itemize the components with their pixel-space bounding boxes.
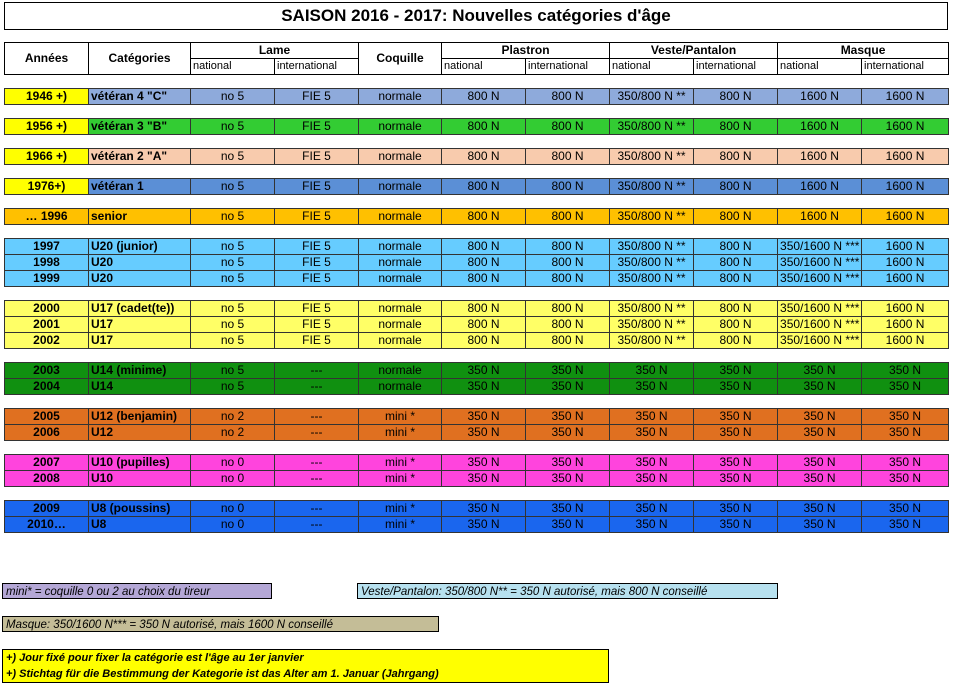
cell-veste-national: 350/800 N ** bbox=[610, 89, 694, 105]
cell-veste-national: 350/800 N ** bbox=[610, 271, 694, 287]
cell-veste-national: 350/800 N ** bbox=[610, 333, 694, 349]
cell-coquille: normale bbox=[359, 149, 442, 165]
row-gap bbox=[5, 395, 949, 409]
cell-plastron-national: 350 N bbox=[442, 363, 526, 379]
cell-category: senior bbox=[89, 209, 191, 225]
sub-masque-national: national bbox=[778, 59, 862, 75]
cell-masque-international: 350 N bbox=[862, 363, 949, 379]
page-title: SAISON 2016 - 2017: Nouvelles catégories d'âge bbox=[4, 2, 948, 30]
cell-coquille: normale bbox=[359, 89, 442, 105]
footnote-line-1: +) Jour fixé pour fixer la catégorie est l'âge au 1er janvier bbox=[6, 652, 304, 664]
cell-category: vétéran 4 "C" bbox=[89, 89, 191, 105]
cell-year: 2010… bbox=[5, 517, 89, 533]
table-row bbox=[5, 455, 949, 471]
cell-plastron-national: 350 N bbox=[442, 501, 526, 517]
cell-coquille: normale bbox=[359, 317, 442, 333]
cell-masque-national: 350 N bbox=[778, 455, 862, 471]
cell-lame-international: --- bbox=[275, 425, 359, 441]
cell-masque-international: 1600 N bbox=[862, 301, 949, 317]
cell-masque-international: 350 N bbox=[862, 517, 949, 533]
cell-lame-international: --- bbox=[275, 501, 359, 517]
cell-veste-international: 800 N bbox=[694, 89, 778, 105]
row-gap bbox=[5, 487, 949, 501]
table-row bbox=[5, 409, 949, 425]
cell-category: U8 (poussins) bbox=[89, 501, 191, 517]
cell-veste-national: 350/800 N ** bbox=[610, 301, 694, 317]
cell-category: U12 (benjamin) bbox=[89, 409, 191, 425]
cell-veste-national: 350/800 N ** bbox=[610, 209, 694, 225]
cell-coquille: normale bbox=[359, 271, 442, 287]
cell-category: U10 (pupilles) bbox=[89, 455, 191, 471]
cell-plastron-national: 350 N bbox=[442, 517, 526, 533]
cell-coquille: normale bbox=[359, 239, 442, 255]
cell-plastron-national: 800 N bbox=[442, 119, 526, 135]
cell-plastron-national: 800 N bbox=[442, 271, 526, 287]
cell-veste-international: 350 N bbox=[694, 517, 778, 533]
cell-category: U20 (junior) bbox=[89, 239, 191, 255]
cell-year: 2008 bbox=[5, 471, 89, 487]
cell-lame-international: FIE 5 bbox=[275, 179, 359, 195]
cell-veste-national: 350/800 N ** bbox=[610, 179, 694, 195]
cell-veste-national: 350/800 N ** bbox=[610, 149, 694, 165]
cell-veste-international: 800 N bbox=[694, 149, 778, 165]
cell-coquille: mini * bbox=[359, 455, 442, 471]
cell-veste-international: 350 N bbox=[694, 455, 778, 471]
sub-veste-international: international bbox=[694, 59, 778, 75]
cell-veste-international: 350 N bbox=[694, 425, 778, 441]
cell-plastron-national: 800 N bbox=[442, 89, 526, 105]
table-row bbox=[5, 379, 949, 395]
cell-masque-national: 350/1600 N *** bbox=[778, 301, 862, 317]
row-gap bbox=[5, 195, 949, 209]
row-gap bbox=[5, 225, 949, 239]
row-gap bbox=[5, 105, 949, 119]
cell-lame-national: no 5 bbox=[191, 239, 275, 255]
cell-masque-international: 1600 N bbox=[862, 149, 949, 165]
table-row bbox=[5, 471, 949, 487]
cell-year: 2001 bbox=[5, 317, 89, 333]
cell-plastron-national: 350 N bbox=[442, 425, 526, 441]
categories-table bbox=[4, 42, 949, 533]
table-row bbox=[5, 179, 949, 195]
cell-coquille: normale bbox=[359, 301, 442, 317]
cell-plastron-national: 800 N bbox=[442, 317, 526, 333]
cell-masque-international: 1600 N bbox=[862, 333, 949, 349]
cell-masque-national: 1600 N bbox=[778, 149, 862, 165]
cell-plastron-national: 350 N bbox=[442, 379, 526, 395]
cell-year: 2009 bbox=[5, 501, 89, 517]
cell-plastron-international: 350 N bbox=[526, 455, 610, 471]
cell-veste-international: 800 N bbox=[694, 209, 778, 225]
cell-lame-national: no 5 bbox=[191, 271, 275, 287]
cell-coquille: mini * bbox=[359, 501, 442, 517]
cell-masque-national: 350/1600 N *** bbox=[778, 317, 862, 333]
cell-lame-national: no 5 bbox=[191, 89, 275, 105]
cell-category: U12 bbox=[89, 425, 191, 441]
cell-lame-international: FIE 5 bbox=[275, 239, 359, 255]
cell-plastron-international: 800 N bbox=[526, 89, 610, 105]
cell-plastron-national: 350 N bbox=[442, 455, 526, 471]
cell-masque-international: 1600 N bbox=[862, 317, 949, 333]
cell-coquille: mini * bbox=[359, 471, 442, 487]
cell-veste-international: 350 N bbox=[694, 471, 778, 487]
cell-year: 1976+) bbox=[5, 179, 89, 195]
cell-veste-international: 350 N bbox=[694, 363, 778, 379]
cell-lame-international: FIE 5 bbox=[275, 209, 359, 225]
cell-lame-national: no 0 bbox=[191, 517, 275, 533]
sub-plastron-international: international bbox=[526, 59, 610, 75]
cell-plastron-international: 350 N bbox=[526, 409, 610, 425]
cell-masque-international: 350 N bbox=[862, 379, 949, 395]
cell-lame-international: FIE 5 bbox=[275, 119, 359, 135]
cell-masque-international: 350 N bbox=[862, 471, 949, 487]
cell-lame-national: no 5 bbox=[191, 179, 275, 195]
cell-category: U17 (cadet(te)) bbox=[89, 301, 191, 317]
cell-plastron-national: 800 N bbox=[442, 179, 526, 195]
cell-category: vétéran 3 "B" bbox=[89, 119, 191, 135]
table-row bbox=[5, 317, 949, 333]
cell-masque-international: 1600 N bbox=[862, 89, 949, 105]
cell-coquille: normale bbox=[359, 333, 442, 349]
row-gap bbox=[5, 135, 949, 149]
cell-category: U14 bbox=[89, 379, 191, 395]
cell-lame-international: FIE 5 bbox=[275, 149, 359, 165]
cell-veste-international: 800 N bbox=[694, 301, 778, 317]
cell-coquille: normale bbox=[359, 209, 442, 225]
cell-year: 2003 bbox=[5, 363, 89, 379]
cell-category: vétéran 2 "A" bbox=[89, 149, 191, 165]
cell-veste-national: 350/800 N ** bbox=[610, 119, 694, 135]
cell-plastron-international: 350 N bbox=[526, 501, 610, 517]
sub-lame-international: international bbox=[275, 59, 359, 75]
cell-lame-international: --- bbox=[275, 363, 359, 379]
cell-veste-international: 800 N bbox=[694, 119, 778, 135]
cell-veste-national: 350 N bbox=[610, 471, 694, 487]
row-gap bbox=[5, 441, 949, 455]
cell-year: 2007 bbox=[5, 455, 89, 471]
cell-category: U20 bbox=[89, 271, 191, 287]
cell-lame-national: no 0 bbox=[191, 471, 275, 487]
cell-plastron-national: 800 N bbox=[442, 255, 526, 271]
cell-masque-national: 350 N bbox=[778, 425, 862, 441]
header-veste: Veste/Pantalon bbox=[610, 43, 778, 59]
cell-lame-international: --- bbox=[275, 517, 359, 533]
cell-coquille: normale bbox=[359, 119, 442, 135]
cell-plastron-international: 350 N bbox=[526, 425, 610, 441]
cell-masque-national: 1600 N bbox=[778, 209, 862, 225]
cell-masque-national: 350 N bbox=[778, 379, 862, 395]
cell-lame-international: FIE 5 bbox=[275, 317, 359, 333]
table-row bbox=[5, 89, 949, 105]
cell-veste-national: 350 N bbox=[610, 409, 694, 425]
cell-plastron-national: 800 N bbox=[442, 209, 526, 225]
cell-plastron-international: 800 N bbox=[526, 149, 610, 165]
cell-masque-international: 350 N bbox=[862, 409, 949, 425]
cell-year: 2000 bbox=[5, 301, 89, 317]
cell-veste-national: 350/800 N ** bbox=[610, 255, 694, 271]
cell-masque-international: 1600 N bbox=[862, 271, 949, 287]
cell-veste-international: 800 N bbox=[694, 317, 778, 333]
header-annees: Années bbox=[5, 43, 89, 75]
cell-category: U20 bbox=[89, 255, 191, 271]
cell-plastron-international: 800 N bbox=[526, 209, 610, 225]
cell-category: U10 bbox=[89, 471, 191, 487]
table-row bbox=[5, 255, 949, 271]
cell-lame-international: --- bbox=[275, 471, 359, 487]
cell-year: 1998 bbox=[5, 255, 89, 271]
table-row bbox=[5, 149, 949, 165]
row-gap bbox=[5, 349, 949, 363]
cell-year: … 1996 bbox=[5, 209, 89, 225]
header-plastron: Plastron bbox=[442, 43, 610, 59]
cell-lame-national: no 5 bbox=[191, 119, 275, 135]
cell-lame-international: --- bbox=[275, 409, 359, 425]
cell-plastron-national: 800 N bbox=[442, 239, 526, 255]
header-lame: Lame bbox=[191, 43, 359, 59]
cell-masque-national: 350 N bbox=[778, 471, 862, 487]
cell-plastron-international: 800 N bbox=[526, 179, 610, 195]
cell-veste-national: 350 N bbox=[610, 455, 694, 471]
cell-plastron-international: 800 N bbox=[526, 333, 610, 349]
cell-coquille: mini * bbox=[359, 517, 442, 533]
table-row bbox=[5, 501, 949, 517]
header-masque: Masque bbox=[778, 43, 949, 59]
cell-veste-national: 350 N bbox=[610, 517, 694, 533]
cell-plastron-international: 800 N bbox=[526, 271, 610, 287]
cell-lame-national: no 2 bbox=[191, 425, 275, 441]
cell-lame-international: FIE 5 bbox=[275, 255, 359, 271]
cell-plastron-international: 800 N bbox=[526, 239, 610, 255]
table-row bbox=[5, 271, 949, 287]
cell-masque-international: 350 N bbox=[862, 425, 949, 441]
cell-plastron-national: 800 N bbox=[442, 149, 526, 165]
cell-lame-national: no 5 bbox=[191, 317, 275, 333]
sub-plastron-national: national bbox=[442, 59, 526, 75]
table-row bbox=[5, 517, 949, 533]
table-row bbox=[5, 301, 949, 317]
cell-coquille: mini * bbox=[359, 409, 442, 425]
cell-year: 1956 +) bbox=[5, 119, 89, 135]
cell-lame-national: no 0 bbox=[191, 501, 275, 517]
cell-plastron-national: 800 N bbox=[442, 301, 526, 317]
cell-veste-international: 350 N bbox=[694, 409, 778, 425]
cell-year: 2006 bbox=[5, 425, 89, 441]
cell-lame-international: --- bbox=[275, 455, 359, 471]
cell-plastron-international: 350 N bbox=[526, 363, 610, 379]
cell-masque-national: 350/1600 N *** bbox=[778, 333, 862, 349]
sub-masque-international: international bbox=[862, 59, 949, 75]
table-row bbox=[5, 363, 949, 379]
cell-plastron-national: 350 N bbox=[442, 409, 526, 425]
cell-masque-national: 1600 N bbox=[778, 179, 862, 195]
cell-year: 1946 +) bbox=[5, 89, 89, 105]
cell-category: U14 (minime) bbox=[89, 363, 191, 379]
cell-veste-international: 800 N bbox=[694, 179, 778, 195]
cell-lame-national: no 5 bbox=[191, 301, 275, 317]
sub-lame-national: national bbox=[191, 59, 275, 75]
cell-masque-international: 1600 N bbox=[862, 209, 949, 225]
cell-coquille: normale bbox=[359, 379, 442, 395]
cell-masque-national: 350 N bbox=[778, 517, 862, 533]
cell-masque-international: 350 N bbox=[862, 501, 949, 517]
cell-masque-international: 1600 N bbox=[862, 239, 949, 255]
cell-masque-international: 1600 N bbox=[862, 255, 949, 271]
cell-masque-international: 1600 N bbox=[862, 119, 949, 135]
cell-year: 1966 +) bbox=[5, 149, 89, 165]
cell-year: 2002 bbox=[5, 333, 89, 349]
table-row bbox=[5, 209, 949, 225]
cell-year: 1997 bbox=[5, 239, 89, 255]
table-row bbox=[5, 425, 949, 441]
cell-veste-national: 350/800 N ** bbox=[610, 239, 694, 255]
cell-lame-national: no 5 bbox=[191, 363, 275, 379]
cell-plastron-national: 350 N bbox=[442, 471, 526, 487]
cell-masque-national: 350 N bbox=[778, 501, 862, 517]
cell-lame-national: no 5 bbox=[191, 209, 275, 225]
header-coquille: Coquille bbox=[359, 43, 442, 75]
cell-masque-international: 1600 N bbox=[862, 179, 949, 195]
cell-veste-international: 800 N bbox=[694, 239, 778, 255]
cell-coquille: mini * bbox=[359, 425, 442, 441]
cell-year: 2004 bbox=[5, 379, 89, 395]
cell-lame-national: no 5 bbox=[191, 149, 275, 165]
table-row bbox=[5, 239, 949, 255]
note-coquille: mini* = coquille 0 ou 2 au choix du tireur bbox=[2, 583, 272, 599]
cell-veste-national: 350 N bbox=[610, 379, 694, 395]
row-gap bbox=[5, 287, 949, 301]
cell-lame-national: no 2 bbox=[191, 409, 275, 425]
row-gap bbox=[5, 165, 949, 179]
cell-masque-national: 350 N bbox=[778, 363, 862, 379]
table-row bbox=[5, 333, 949, 349]
cell-veste-national: 350 N bbox=[610, 363, 694, 379]
cell-coquille: normale bbox=[359, 255, 442, 271]
cell-category: U17 bbox=[89, 333, 191, 349]
cell-lame-international: FIE 5 bbox=[275, 89, 359, 105]
cell-veste-national: 350 N bbox=[610, 425, 694, 441]
cell-lame-international: FIE 5 bbox=[275, 271, 359, 287]
cell-veste-national: 350 N bbox=[610, 501, 694, 517]
cell-veste-international: 350 N bbox=[694, 379, 778, 395]
note-masque: Masque: 350/1600 N*** = 350 N autorisé, mais 1600 N conseillé bbox=[2, 616, 439, 632]
cell-category: U8 bbox=[89, 517, 191, 533]
cell-lame-international: --- bbox=[275, 379, 359, 395]
cell-plastron-national: 800 N bbox=[442, 333, 526, 349]
row-gap bbox=[5, 75, 949, 89]
cell-year: 1999 bbox=[5, 271, 89, 287]
cell-masque-national: 350 N bbox=[778, 409, 862, 425]
cell-plastron-international: 350 N bbox=[526, 379, 610, 395]
table-row bbox=[5, 119, 949, 135]
cell-plastron-international: 800 N bbox=[526, 119, 610, 135]
cell-masque-national: 1600 N bbox=[778, 119, 862, 135]
cell-category: vétéran 1 bbox=[89, 179, 191, 195]
cell-lame-national: no 5 bbox=[191, 255, 275, 271]
sub-veste-national: national bbox=[610, 59, 694, 75]
cell-plastron-international: 800 N bbox=[526, 255, 610, 271]
cell-masque-national: 350/1600 N *** bbox=[778, 255, 862, 271]
cell-masque-national: 1600 N bbox=[778, 89, 862, 105]
footnote-box bbox=[2, 649, 609, 683]
cell-plastron-international: 800 N bbox=[526, 301, 610, 317]
cell-masque-national: 350/1600 N *** bbox=[778, 239, 862, 255]
cell-lame-international: FIE 5 bbox=[275, 301, 359, 317]
cell-lame-international: FIE 5 bbox=[275, 333, 359, 349]
header-categories: Catégories bbox=[89, 43, 191, 75]
cell-plastron-international: 800 N bbox=[526, 317, 610, 333]
cell-plastron-international: 350 N bbox=[526, 471, 610, 487]
cell-plastron-international: 350 N bbox=[526, 517, 610, 533]
cell-veste-international: 800 N bbox=[694, 333, 778, 349]
cell-veste-national: 350/800 N ** bbox=[610, 317, 694, 333]
cell-category: U17 bbox=[89, 317, 191, 333]
cell-coquille: normale bbox=[359, 363, 442, 379]
note-veste: Veste/Pantalon: 350/800 N** = 350 N autorisé, mais 800 N conseillé bbox=[357, 583, 778, 599]
cell-veste-international: 800 N bbox=[694, 255, 778, 271]
cell-lame-national: no 5 bbox=[191, 379, 275, 395]
cell-veste-international: 350 N bbox=[694, 501, 778, 517]
cell-lame-national: no 5 bbox=[191, 333, 275, 349]
footnote-line-2: +) Stichtag für die Bestimmung der Kategorie ist das Alter am 1. Januar (Jahrgang) bbox=[6, 668, 439, 680]
cell-lame-national: no 0 bbox=[191, 455, 275, 471]
cell-coquille: normale bbox=[359, 179, 442, 195]
cell-masque-international: 350 N bbox=[862, 455, 949, 471]
cell-masque-national: 350/1600 N *** bbox=[778, 271, 862, 287]
cell-veste-international: 800 N bbox=[694, 271, 778, 287]
cell-year: 2005 bbox=[5, 409, 89, 425]
